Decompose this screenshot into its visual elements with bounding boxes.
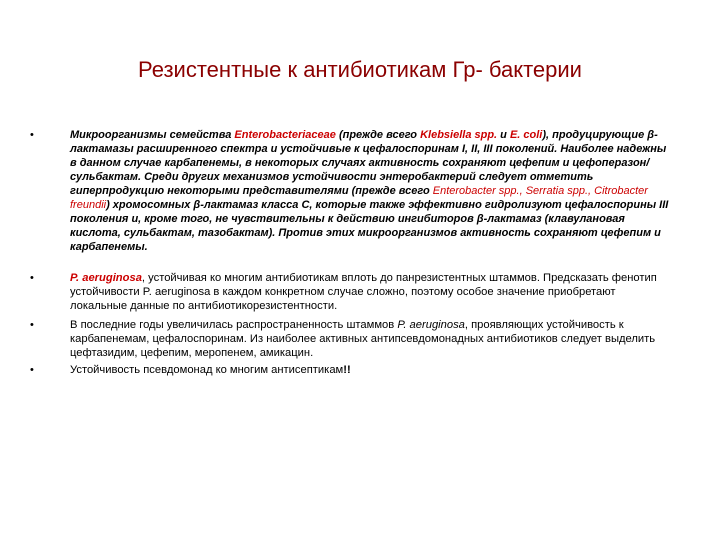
- text-run: В последние годы увеличилась распространенность штаммов: [70, 319, 398, 331]
- text-run: ), продуцирующие β-лактамазы расширенного спектра и устойчивые к цефалоспоринам I, II, III поколений. Наиболее надежны в данном случае карбапенемы, в некоторых случаях активность сохраняют цефепим и цефоперазон/сульбактам. Среди других механизмов устойчивости энтеробактерий следует отметить гиперпродукцию некоторыми представителями (прежде всего: [70, 129, 667, 197]
- list-item: [30, 271, 670, 313]
- text-run-highlight: P. aeruginosa: [70, 272, 142, 284]
- text-run-highlight: Enterobacteriaceae: [234, 129, 336, 141]
- text-run: , проявляющих устойчивость к карбапенемам, цефалоспоринам. Из наиболее активных антипсевдомонадных антибиотиков следует выделить цефтазидим, цефепим, меропенем, амикацин.: [70, 319, 656, 359]
- paragraph-antiseptics: [70, 363, 670, 377]
- paragraph-p-aeruginosa: [70, 271, 670, 313]
- list-item: [30, 363, 670, 377]
- text-run-highlight: Klebsiella spp.: [420, 129, 498, 141]
- bullet-icon: •: [30, 319, 34, 331]
- paragraph-carbapenem-resistance: [70, 318, 670, 360]
- text-run: , устойчивая ко многим антибиотикам вплоть до панрезистентных штаммов. Предсказать фенотип устойчивости P. aeruginosa в каждом конкретном случае сложно, поэтому особое значение приобретают локальные данные по антибиотикорезистентности.: [70, 272, 657, 312]
- text-run-bold: !!: [343, 364, 351, 376]
- text-run-highlight: E. coli: [509, 129, 543, 141]
- slide-title: Резистентные к антибиотикам Гр- бактерии: [138, 57, 582, 82]
- paragraph-enterobacteriaceae: [70, 128, 670, 254]
- bullet-icon: •: [30, 129, 34, 141]
- bullet-icon: •: [30, 364, 34, 376]
- list-item: [30, 318, 670, 360]
- bullet-icon: •: [30, 272, 34, 284]
- bullet-list: [30, 128, 670, 377]
- text-run: Устойчивость псевдомонад ко многим антисептикам: [70, 364, 344, 376]
- text-run: (прежде всего: [335, 129, 421, 141]
- text-run: Микроорганизмы семейства: [70, 129, 235, 141]
- text-run: и: [497, 129, 510, 141]
- list-item: [30, 128, 670, 254]
- text-run-italic: P. aeruginosa: [397, 319, 465, 331]
- text-run-highlight: Enterobacter spp., Serratia spp., Citrobacter freundii: [70, 185, 648, 211]
- text-run: ) хромосомных β-лактамаз класса С, которые также эффективно гидролизуют цефалоспорины III поколения и, кроме того, не чувствительны к действию ингибиторов β-лактамаз (клавулановая кислота, сульбактам, тазобактам). Против этих микроорганизмов активность сохраняют цефепим и карбапенемы.: [70, 199, 669, 253]
